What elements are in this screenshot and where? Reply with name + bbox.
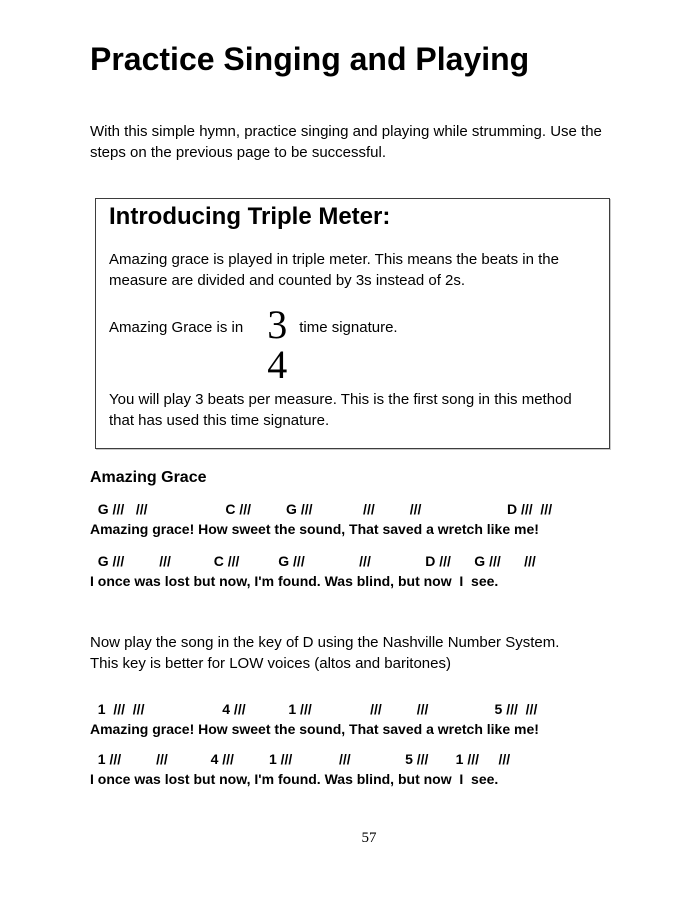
page-title: Practice Singing and Playing [90,41,530,77]
song-title: Amazing Grace [90,469,207,486]
lyric-line-3: Amazing grace! How sweet the sound, That saved a wretch like me! [90,721,539,737]
lyric-line-4: I once was lost but now, I'm found. Was blind, but now I see. [90,771,499,787]
chord-line-g-1: G /// /// C /// G /// /// /// D /// /// [90,501,553,517]
nashville-note-line-2: This key is better for LOW voices (altos and baritones) [90,655,451,672]
page-number: 57 [361,830,377,846]
box-paragraph-2: You will play 3 beats per measure. This is the first song in this method that has used this time signature. [109,391,572,429]
time-signature-prefix: Amazing Grace is in [109,319,244,336]
box-paragraph-1: Amazing grace is played in triple meter. This means the beats in the measure are divided and counted by 3s instead of 2s. [109,251,559,289]
triple-meter-box [95,198,610,449]
lyric-line-1: Amazing grace! How sweet the sound, That saved a wretch like me! [90,521,539,537]
time-signature-fraction [267,302,288,387]
chord-line-num-1: 1 /// /// 4 /// 1 /// /// /// 5 /// /// [90,701,538,717]
time-signature-line [109,302,596,387]
nashville-note-line-1: Now play the song in the key of D using the Nashville Number System. [90,634,560,651]
lyric-line-2: I once was lost but now, I'm found. Was blind, but now I see. [90,573,499,589]
box-heading: Introducing Triple Meter: [109,203,391,230]
time-signature-suffix: time signature. [299,319,398,336]
page-content [0,41,686,788]
time-signature-denominator: 4 [267,342,288,387]
intro-paragraph: With this simple hymn, practice singing and playing while strumming. Use the steps on the previous page to be successful. [90,123,602,161]
chord-line-g-2: G /// /// C /// G /// /// D /// G /// /// [90,553,536,569]
nashville-note [90,632,622,674]
time-signature-numerator: 3 [267,302,288,347]
chord-line-num-2: 1 /// /// 4 /// 1 /// /// 5 /// 1 /// /// [90,751,511,767]
